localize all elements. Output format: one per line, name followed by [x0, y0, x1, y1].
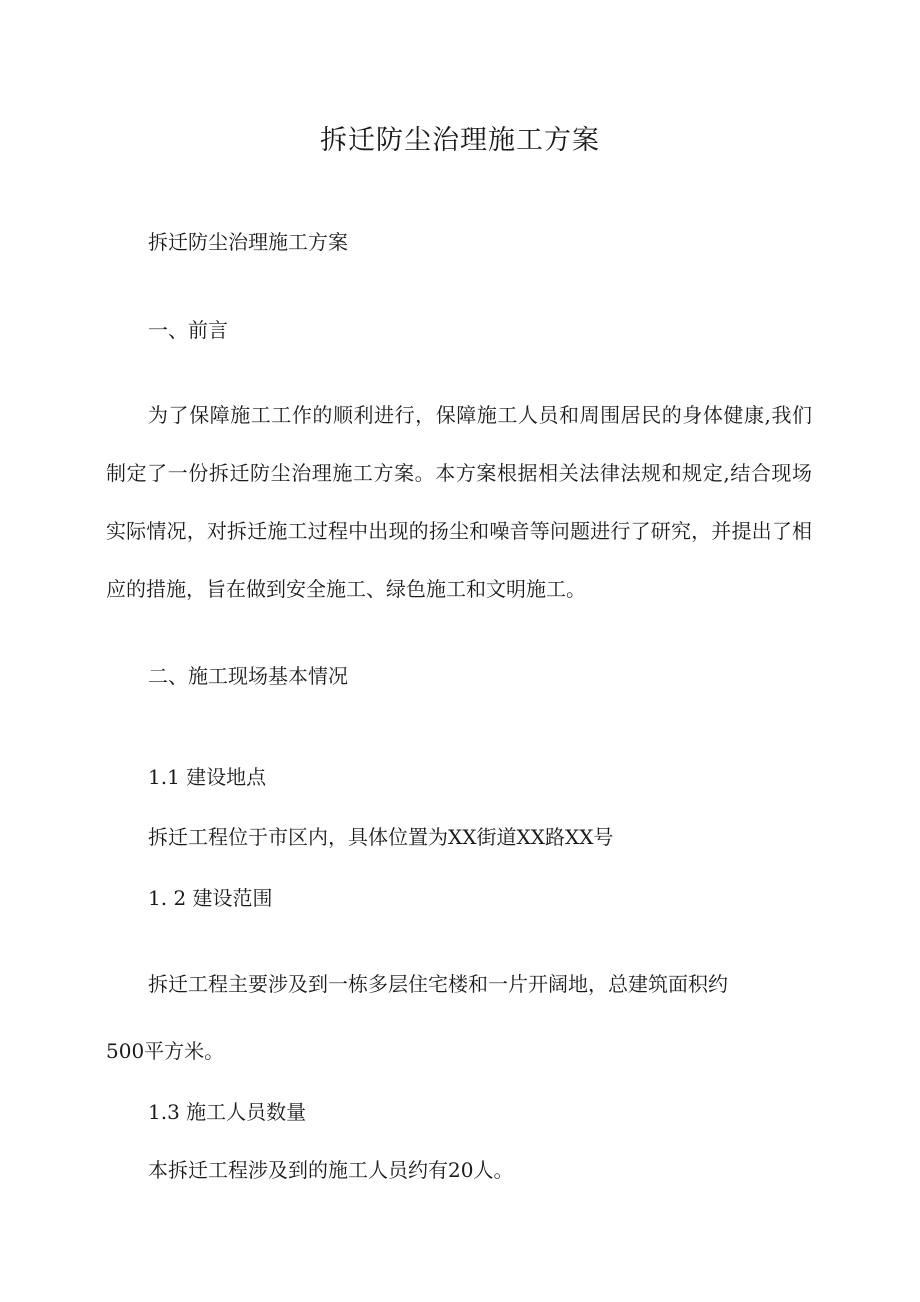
- document-subtitle: 拆迁防尘治理施工方案: [148, 230, 348, 254]
- subsection-heading-scope: 1. 2 建设范围: [148, 886, 273, 910]
- preface-paragraph: 为了保障施工工作的顺利进行，保障施工人员和周围居民的身体健康,我们制定了一份拆迁防尘治理施工方案。本方案根据相关法律法规和规定,结合现场实际情况，对拆迁施工过程中出现的扬尘和噪音等问题进行了研究，并提出了相应的措施，旨在做到安全施工、绿色施工和文明施工。: [106, 403, 812, 601]
- scope-paragraph-line1: 拆迁工程主要涉及到一栋多层住宅楼和一片开阔地，总建筑面积约: [148, 972, 728, 996]
- subsection-heading-location: 1.1 建设地点: [148, 765, 267, 789]
- document-title: 拆迁防尘治理施工方案: [320, 125, 600, 156]
- scope-paragraph-line2: 500平方米。: [106, 1039, 225, 1063]
- workers-paragraph: 本拆迁工程涉及到的施工人员约有20人。: [148, 1158, 514, 1182]
- location-paragraph: 拆迁工程位于市区内，具体位置为XX街道XX路XX号: [148, 825, 614, 849]
- section-heading-preface: 一、前言: [148, 318, 228, 342]
- subsection-heading-workers: 1.3 施工人员数量: [148, 1100, 307, 1124]
- section-heading-site-info: 二、施工现场基本情况: [148, 664, 348, 688]
